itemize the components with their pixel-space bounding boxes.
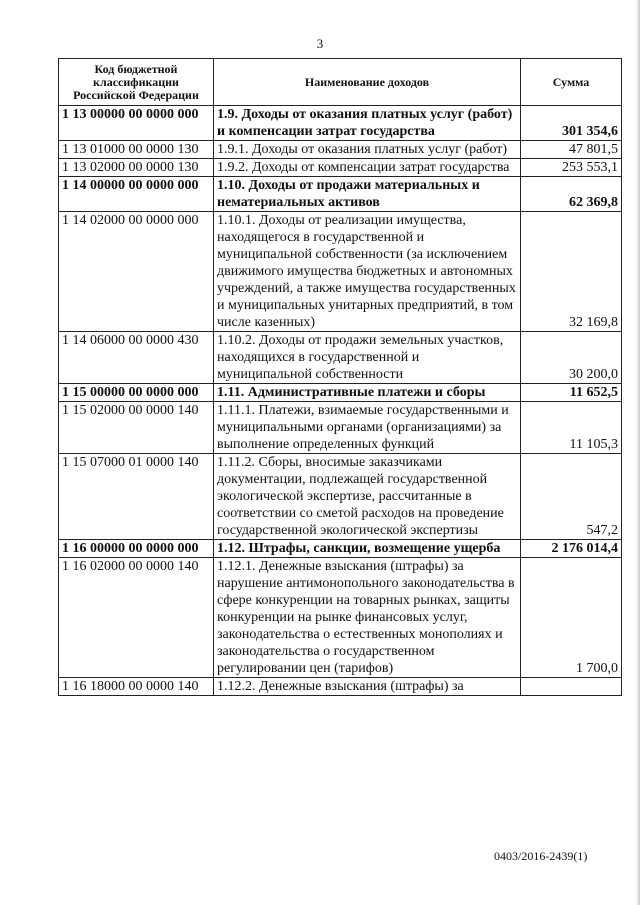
name-cell: 1.11. Административные платежи и сборы [214, 384, 521, 402]
code-cell: 1 16 18000 00 0000 140 [59, 678, 214, 696]
header-code: Код бюджетной классификации Российской Федерации [59, 59, 214, 106]
code-cell: 1 16 02000 00 0000 140 [59, 558, 214, 678]
amount-cell: 62 369,8 [521, 177, 622, 212]
code-cell: 1 15 07000 01 0000 140 [59, 454, 214, 540]
name-cell: 1.9.1. Доходы от оказания платных услуг (работ) [214, 141, 521, 159]
code-cell: 1 13 02000 00 0000 130 [59, 159, 214, 177]
amount-cell: 1 700,0 [521, 558, 622, 678]
amount-cell: 32 169,8 [521, 212, 622, 332]
name-cell: 1.10. Доходы от продажи материальных и нематериальных активов [214, 177, 521, 212]
table-row [59, 177, 622, 212]
amount-cell: 2 176 014,4 [521, 540, 622, 558]
table-row [59, 402, 622, 454]
name-cell: 1.10.1. Доходы от реализации имущества, находящегося в государственной и муниципальной собственности (за исключением движимого имущества бюджетных и автономных учреждений, а также имущества государственных и муниципальных унитарных предприятий, в том числе казенных) [214, 212, 521, 332]
amount-cell: 11 652,5 [521, 384, 622, 402]
code-cell: 1 13 00000 00 0000 000 [59, 106, 214, 141]
name-cell: 1.9. Доходы от оказания платных услуг (работ) и компенсации затрат государства [214, 106, 521, 141]
name-cell: 1.12. Штрафы, санкции, возмещение ущерба [214, 540, 521, 558]
table-row [59, 384, 622, 402]
amount-cell: 30 200,0 [521, 332, 622, 384]
table-row [59, 141, 622, 159]
amount-cell: 11 105,3 [521, 402, 622, 454]
table-row [59, 159, 622, 177]
table-row [59, 558, 622, 678]
code-cell: 1 14 06000 00 0000 430 [59, 332, 214, 384]
table-row [59, 332, 622, 384]
amount-cell: 47 801,5 [521, 141, 622, 159]
name-cell: 1.11.2. Сборы, вносимые заказчиками документации, подлежащей государственной экологической экспертизе, рассчитанные в соответствии со сметой расходов на проведение государственной экологической экспертизы [214, 454, 521, 540]
document-number: 0403/2016-2439(1) [494, 849, 588, 863]
table-header-row [59, 59, 622, 106]
table-row [59, 212, 622, 332]
code-cell: 1 15 02000 00 0000 140 [59, 402, 214, 454]
scan-edge-shadow [636, 0, 640, 905]
table-row [59, 106, 622, 141]
code-cell: 1 15 00000 00 0000 000 [59, 384, 214, 402]
name-cell: 1.12.1. Денежные взыскания (штрафы) за нарушение антимонопольного законодательства в сфере конкуренции на товарных рынках, защиты конкуренции на рынке финансовых услуг, законодательства о естественных монополиях и законодательства о государственном регулировании цен (тарифов) [214, 558, 521, 678]
table-row [59, 454, 622, 540]
amount-cell: 301 354,6 [521, 106, 622, 141]
name-cell: 1.12.2. Денежные взыскания (штрафы) за [214, 678, 521, 696]
amount-cell: 547,2 [521, 454, 622, 540]
code-cell: 1 13 01000 00 0000 130 [59, 141, 214, 159]
name-cell: 1.11.1. Платежи, взимаемые государственными и муниципальными органами (организациями) за выполнение определенных функций [214, 402, 521, 454]
budget-revenue-table [58, 58, 622, 696]
name-cell: 1.9.2. Доходы от компенсации затрат государства [214, 159, 521, 177]
table-row [59, 540, 622, 558]
header-amount: Сумма [521, 59, 622, 106]
page-number: 3 [316, 36, 324, 51]
code-cell: 1 16 00000 00 0000 000 [59, 540, 214, 558]
header-name: Наименование доходов [214, 59, 521, 106]
table-body [59, 106, 622, 696]
code-cell: 1 14 02000 00 0000 000 [59, 212, 214, 332]
table-row [59, 678, 622, 696]
name-cell: 1.10.2. Доходы от продажи земельных участков, находящихся в государственной и муниципальной собственности [214, 332, 521, 384]
code-cell: 1 14 00000 00 0000 000 [59, 177, 214, 212]
amount-cell [521, 678, 622, 696]
amount-cell: 253 553,1 [521, 159, 622, 177]
